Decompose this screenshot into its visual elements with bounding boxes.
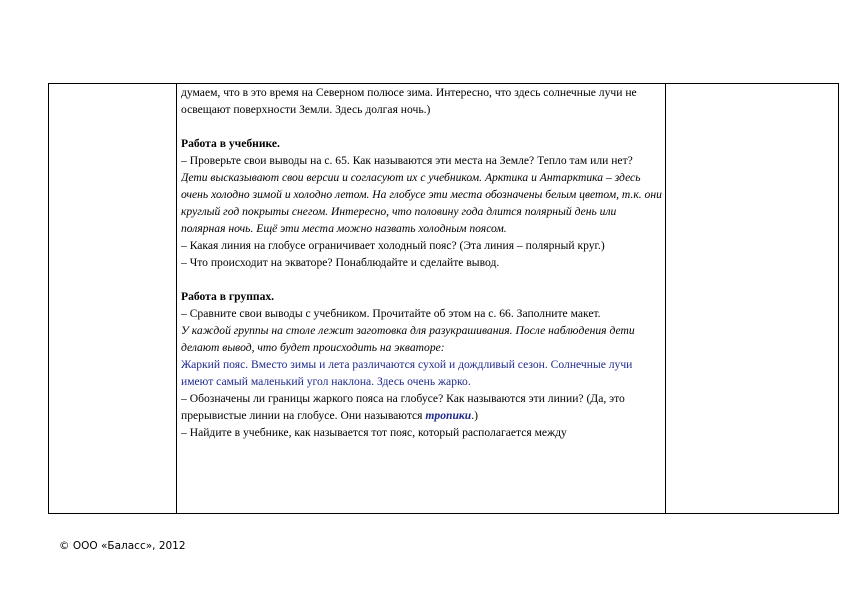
column-divider-left <box>176 84 177 513</box>
copyright-footer: © ООО «Баласс», 2012 <box>59 540 186 552</box>
term-tropics: тропики <box>425 409 472 422</box>
question-tropics-prefix: – Обозначены ли границы жаркого пояса на глобусе? Как называются эти линии? (Да, это прерывистые линии на глобусе. Они называются <box>181 392 625 422</box>
lesson-table <box>48 83 839 514</box>
heading-group-work: Работа в группах. <box>181 290 275 303</box>
question-tropics-suffix: .) <box>471 409 479 422</box>
question-equator: – Что происходит на экваторе? Понаблюдайте и сделайте вывод. <box>181 256 500 269</box>
question-compare-textbook: – Сравните свои выводы с учебником. Прочитайте об этом на с. 66. Заполните макет. <box>181 307 601 320</box>
question-cold-belt-line: – Какая линия на глобусе ограничивает холодный пояс? (Эта линия – полярный круг.) <box>181 239 605 252</box>
heading-textbook-work: Работа в учебнике. <box>181 137 280 150</box>
question-find-belt: – Найдите в учебнике, как называется тот пояс, который располагается между <box>181 426 567 439</box>
hot-belt-description: Жаркий пояс. Вместо зимы и лета различаются сухой и дождливый сезон. Солнечные лучи имеют самый маленький угол наклона. Здесь очень жарко. <box>181 358 633 388</box>
question-tropics <box>181 390 663 424</box>
column-divider-right <box>665 84 666 513</box>
answer-coloring-template: У каждой группы на столе лежит заготовка для разукрашивания. После наблюдения дети делают вывод, что будет происходить на экваторе: <box>181 324 635 354</box>
answer-polar-regions: Дети высказывают свои версии и согласуют их с учебником. Арктика и Антарктика – здесь очень холодно зимой и холодно летом. На глобусе эти места обозначены белым цветом, т.к. они круглый год покрыты снегом. Интересно, что половину года длится полярный день или полярная ночь. Ещё эти места можно назвать холодным поясом. <box>181 171 662 235</box>
question-check-conclusions: – Проверьте свои выводы на с. 65. Как называются эти места на Земле? Тепло там или нет? <box>181 154 633 167</box>
lesson-content-cell <box>181 84 663 513</box>
paragraph-intro: думаем, что в это время на Северном полюсе зима. Интересно, что здесь солнечные лучи не освещают поверхности Земли. Здесь долгая ночь.) <box>181 86 637 116</box>
